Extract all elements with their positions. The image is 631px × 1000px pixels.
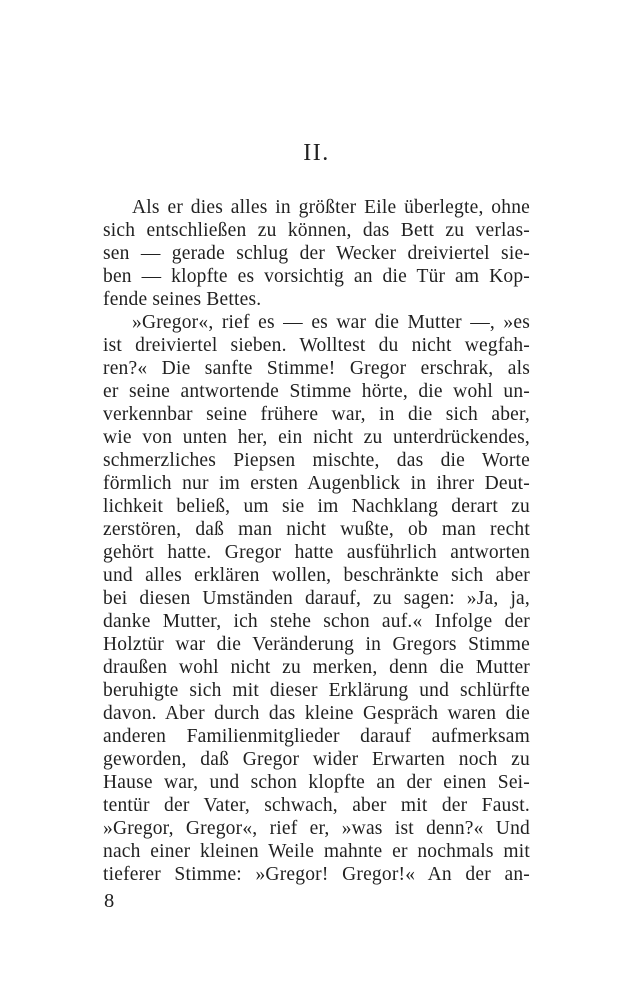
text-line: sen — gerade schlug der Wecker dreiviertel sie- xyxy=(103,243,530,264)
text-line: nach einer kleinen Weile mahnte er nochmals mit xyxy=(103,841,530,862)
text-line: wie von unten her, ein nicht zu unterdrückendes, xyxy=(103,427,530,448)
page-text xyxy=(103,196,530,886)
text-line: anderen Familienmitglieder darauf aufmerksam xyxy=(103,726,530,747)
text-line: sich entschließen zu können, das Bett zu verlas- xyxy=(103,220,530,241)
text-line: bei diesen Umständen darauf, zu sagen: »Ja, ja, xyxy=(103,588,530,609)
text-line: förmlich nur im ersten Augenblick in ihrer Deut- xyxy=(103,473,530,494)
text-line: tieferer Stimme: »Gregor! Gregor!« An der an- xyxy=(103,864,530,885)
text-line: ren?« Die sanfte Stimme! Gregor erschrak, als xyxy=(103,358,530,379)
text-line: er seine antwortende Stimme hörte, die wohl un- xyxy=(103,381,530,402)
text-line: Als er dies alles in größter Eile überlegte, ohne xyxy=(132,197,530,218)
text-line: zerstören, daß man nicht wußte, ob man recht xyxy=(103,519,530,540)
text-line: Hause war, und schon klopfte an der einen Sei- xyxy=(103,772,530,793)
text-line: »Gregor«, rief es — es war die Mutter —, »es xyxy=(132,312,530,333)
text-line: davon. Aber durch das kleine Gespräch waren die xyxy=(103,703,530,724)
text-line: und alles erklären wollen, beschränkte sich aber xyxy=(103,565,530,586)
text-line: ben — klopfte es vorsichtig an die Tür am Kop- xyxy=(103,266,530,287)
text-line: ist dreiviertel sieben. Wolltest du nicht wegfah- xyxy=(103,335,530,356)
text-line: danke Mutter, ich stehe schon auf.« Infolge der xyxy=(103,611,530,632)
text-line: Holztür war die Veränderung in Gregors Stimme xyxy=(103,634,530,655)
text-line: gehört hatte. Gregor hatte ausführlich antworten xyxy=(103,542,530,563)
chapter-heading: II. xyxy=(303,140,330,166)
text-line: lichkeit beließ, um sie im Nachklang derart zu xyxy=(103,496,530,517)
text-line: verkennbar seine frühere war, in die sich aber, xyxy=(103,404,530,425)
text-line: draußen wohl nicht zu merken, denn die Mutter xyxy=(103,657,530,678)
text-line: tentür der Vater, schwach, aber mit der Faust. xyxy=(103,795,530,816)
text-line: schmerzliches Piepsen mischte, das die Worte xyxy=(103,450,530,471)
text-line: »Gregor, Gregor«, rief er, »was ist denn?« Und xyxy=(103,818,530,839)
text-line: fende seines Bettes. xyxy=(103,289,262,310)
page-number: 8 xyxy=(104,890,115,912)
text-line: geworden, daß Gregor wider Erwarten noch zu xyxy=(103,749,530,770)
text-line: beruhigte sich mit dieser Erklärung und schlürfte xyxy=(103,680,530,701)
